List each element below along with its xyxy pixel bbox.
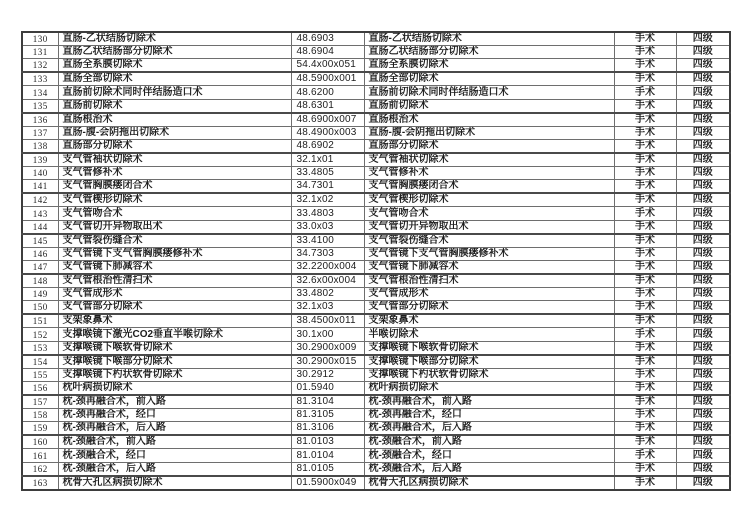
procedure-code: 48.4900x003 [291, 126, 364, 139]
level-cell: 四级 [676, 274, 730, 288]
level-cell: 四级 [676, 247, 730, 260]
procedure-name-repeat: 支气管修补术 [364, 167, 614, 180]
procedure-name: 支撑喉镜下喉部分切除术 [58, 355, 291, 369]
level-cell: 四级 [676, 409, 730, 422]
procedure-code: 33.4100 [291, 234, 364, 248]
procedure-name: 枕-颈融合术，前入路 [58, 435, 291, 449]
procedure-name-repeat: 支气管成形术 [364, 288, 614, 301]
level-cell: 四级 [676, 167, 730, 180]
level-cell: 四级 [676, 153, 730, 167]
table-row [22, 86, 730, 99]
table-row [22, 193, 730, 207]
table-row [22, 476, 730, 490]
category-cell: 手术 [614, 59, 676, 73]
procedure-name-repeat: 支撑喉镜下杓状软骨切除术 [364, 368, 614, 381]
procedure-code: 32.1x02 [291, 193, 364, 207]
row-number: 145 [22, 234, 58, 248]
category-cell: 手术 [614, 261, 676, 275]
level-cell: 四级 [676, 234, 730, 248]
procedure-code: 30.2900x015 [291, 355, 364, 369]
level-cell: 四级 [676, 328, 730, 341]
row-number: 162 [22, 462, 58, 476]
table-row [22, 328, 730, 341]
level-cell: 四级 [676, 207, 730, 220]
level-cell: 四级 [676, 288, 730, 301]
table-row [22, 422, 730, 436]
level-cell: 四级 [676, 368, 730, 381]
row-number: 144 [22, 220, 58, 234]
row-number: 152 [22, 328, 58, 341]
table-row [22, 59, 730, 73]
level-cell: 四级 [676, 220, 730, 234]
procedure-name: 直肠部分切除术 [58, 140, 291, 154]
procedure-name: 支气管镜下支气管胸膜瘘修补术 [58, 247, 291, 260]
row-number: 160 [22, 435, 58, 449]
row-number: 157 [22, 395, 58, 409]
row-number: 148 [22, 274, 58, 288]
procedure-name-repeat: 直肠-腹-会阴拖出切除术 [364, 126, 614, 139]
table-row [22, 261, 730, 275]
table-row [22, 355, 730, 369]
procedure-name-repeat: 枕-颈融合术，后入路 [364, 462, 614, 476]
procedure-name: 支气管楔形切除术 [58, 193, 291, 207]
procedure-code: 38.4500x011 [291, 314, 364, 328]
procedure-name-repeat: 枕-颈再融合术，前入路 [364, 395, 614, 409]
procedure-code: 81.0104 [291, 449, 364, 462]
procedure-code: 81.0105 [291, 462, 364, 476]
procedure-code: 34.7303 [291, 247, 364, 260]
table-row [22, 234, 730, 248]
procedure-code: 48.6301 [291, 99, 364, 113]
procedure-name-repeat: 枕骨大孔区病损切除术 [364, 476, 614, 490]
procedure-code: 81.3106 [291, 422, 364, 436]
procedure-code: 48.6200 [291, 86, 364, 99]
procedure-name: 支架象鼻术 [58, 314, 291, 328]
procedure-code: 30.2900x009 [291, 341, 364, 355]
procedure-name: 直肠乙状结肠部分切除术 [58, 46, 291, 59]
procedure-name: 直肠全部切除术 [58, 72, 291, 86]
category-cell: 手术 [614, 140, 676, 154]
procedure-code: 48.6902 [291, 140, 364, 154]
table-row [22, 46, 730, 59]
procedure-name: 直肠-乙状结肠切除术 [58, 32, 291, 46]
procedure-code: 33.4803 [291, 207, 364, 220]
procedure-name: 直肠根治术 [58, 113, 291, 127]
level-cell: 四级 [676, 59, 730, 73]
table-row [22, 462, 730, 476]
procedure-name-repeat: 直肠前切除术 [364, 99, 614, 113]
category-cell: 手术 [614, 46, 676, 59]
procedure-name-repeat: 支气管根治性清扫术 [364, 274, 614, 288]
procedure-code: 32.1x03 [291, 301, 364, 315]
row-number: 163 [22, 476, 58, 490]
category-cell: 手术 [614, 207, 676, 220]
level-cell: 四级 [676, 72, 730, 86]
category-cell: 手术 [614, 355, 676, 369]
procedure-code: 33.4802 [291, 288, 364, 301]
category-cell: 手术 [614, 234, 676, 248]
table-row [22, 382, 730, 396]
procedure-name: 枕-颈再融合术，经口 [58, 409, 291, 422]
procedure-name: 支撑喉镜下喉软骨切除术 [58, 341, 291, 355]
level-cell: 四级 [676, 126, 730, 139]
procedure-name-repeat: 支气管吻合术 [364, 207, 614, 220]
procedure-code: 32.6x00x004 [291, 274, 364, 288]
procedure-name-repeat: 支气管切开异物取出术 [364, 220, 614, 234]
procedure-code: 33.4805 [291, 167, 364, 180]
procedure-name: 支气管袖状切除术 [58, 153, 291, 167]
procedure-name: 直肠-腹-会阴拖出切除术 [58, 126, 291, 139]
category-cell: 手术 [614, 462, 676, 476]
level-cell: 四级 [676, 462, 730, 476]
procedure-name-repeat: 支气管镜下支气管胸膜瘘修补术 [364, 247, 614, 260]
level-cell: 四级 [676, 476, 730, 490]
table-row [22, 180, 730, 194]
row-number: 130 [22, 32, 58, 46]
procedure-name-repeat: 支撑喉镜下喉部分切除术 [364, 355, 614, 369]
row-number: 134 [22, 86, 58, 99]
table-row [22, 126, 730, 139]
table-row [22, 32, 730, 46]
row-number: 132 [22, 59, 58, 73]
table-row [22, 207, 730, 220]
procedure-name-repeat: 支架象鼻术 [364, 314, 614, 328]
table-row [22, 72, 730, 86]
procedure-name-repeat: 枕-颈再融合术，经口 [364, 409, 614, 422]
category-cell: 手术 [614, 274, 676, 288]
procedure-name: 支撑喉镜下激光CO2垂直半喉切除术 [58, 328, 291, 341]
procedure-name: 支气管修补术 [58, 167, 291, 180]
procedure-name-repeat: 支气管楔形切除术 [364, 193, 614, 207]
procedure-name: 直肠前切除术 [58, 99, 291, 113]
level-cell: 四级 [676, 193, 730, 207]
procedure-code: 81.3104 [291, 395, 364, 409]
table-row [22, 341, 730, 355]
category-cell: 手术 [614, 395, 676, 409]
table-row [22, 99, 730, 113]
procedure-code: 01.5940 [291, 382, 364, 396]
category-cell: 手术 [614, 126, 676, 139]
procedure-name: 支气管胸膜瘘闭合术 [58, 180, 291, 194]
level-cell: 四级 [676, 314, 730, 328]
table-row [22, 435, 730, 449]
category-cell: 手术 [614, 247, 676, 260]
level-cell: 四级 [676, 422, 730, 436]
table-row [22, 301, 730, 315]
level-cell: 四级 [676, 140, 730, 154]
procedure-name-repeat: 支气管袖状切除术 [364, 153, 614, 167]
category-cell: 手术 [614, 328, 676, 341]
procedure-code: 48.5900x001 [291, 72, 364, 86]
procedure-code: 33.0x03 [291, 220, 364, 234]
procedure-name-repeat: 支撑喉镜下喉软骨切除术 [364, 341, 614, 355]
procedure-name-repeat: 枕叶病损切除术 [364, 382, 614, 396]
procedure-name-repeat: 直肠根治术 [364, 113, 614, 127]
procedure-name-repeat: 直肠前切除术同时伴结肠造口术 [364, 86, 614, 99]
level-cell: 四级 [676, 382, 730, 396]
table-row [22, 247, 730, 260]
row-number: 139 [22, 153, 58, 167]
row-number: 161 [22, 449, 58, 462]
row-number: 133 [22, 72, 58, 86]
row-number: 156 [22, 382, 58, 396]
level-cell: 四级 [676, 435, 730, 449]
procedure-table-body [22, 32, 730, 490]
category-cell: 手术 [614, 341, 676, 355]
category-cell: 手术 [614, 220, 676, 234]
procedure-code: 81.0103 [291, 435, 364, 449]
table-row [22, 140, 730, 154]
procedure-table [21, 31, 731, 491]
procedure-name-repeat: 直肠部分切除术 [364, 140, 614, 154]
category-cell: 手术 [614, 113, 676, 127]
procedure-name: 直肠前切除术同时伴结肠造口术 [58, 86, 291, 99]
procedure-name-repeat: 枕-颈再融合术，后入路 [364, 422, 614, 436]
row-number: 131 [22, 46, 58, 59]
procedure-name-repeat: 直肠全系膜切除术 [364, 59, 614, 73]
procedure-name-repeat: 支气管胸膜瘘闭合术 [364, 180, 614, 194]
procedure-name: 支气管成形术 [58, 288, 291, 301]
row-number: 137 [22, 126, 58, 139]
table-row [22, 395, 730, 409]
procedure-name: 枕-颈融合术，经口 [58, 449, 291, 462]
category-cell: 手术 [614, 422, 676, 436]
procedure-name: 支气管镜下肺减容术 [58, 261, 291, 275]
row-number: 142 [22, 193, 58, 207]
procedure-name-repeat: 枕-颈融合术，前入路 [364, 435, 614, 449]
procedure-name: 枕-颈再融合术，后入路 [58, 422, 291, 436]
category-cell: 手术 [614, 32, 676, 46]
procedure-code: 48.6903 [291, 32, 364, 46]
category-cell: 手术 [614, 99, 676, 113]
row-number: 140 [22, 167, 58, 180]
table-row [22, 167, 730, 180]
table-row [22, 314, 730, 328]
level-cell: 四级 [676, 395, 730, 409]
procedure-name: 支气管部分切除术 [58, 301, 291, 315]
row-number: 153 [22, 341, 58, 355]
category-cell: 手术 [614, 180, 676, 194]
procedure-code: 32.2200x004 [291, 261, 364, 275]
procedure-code: 48.6904 [291, 46, 364, 59]
category-cell: 手术 [614, 301, 676, 315]
category-cell: 手术 [614, 368, 676, 381]
row-number: 149 [22, 288, 58, 301]
procedure-code: 54.4x00x051 [291, 59, 364, 73]
category-cell: 手术 [614, 476, 676, 490]
table-row [22, 449, 730, 462]
row-number: 146 [22, 247, 58, 260]
table-row [22, 274, 730, 288]
category-cell: 手术 [614, 409, 676, 422]
level-cell: 四级 [676, 301, 730, 315]
procedure-name-repeat: 支气管镜下肺减容术 [364, 261, 614, 275]
procedure-code: 01.5900x049 [291, 476, 364, 490]
procedure-name: 枕骨大孔区病损切除术 [58, 476, 291, 490]
category-cell: 手术 [614, 86, 676, 99]
category-cell: 手术 [614, 435, 676, 449]
level-cell: 四级 [676, 99, 730, 113]
level-cell: 四级 [676, 341, 730, 355]
level-cell: 四级 [676, 32, 730, 46]
procedure-code: 30.2912 [291, 368, 364, 381]
procedure-code: 34.7301 [291, 180, 364, 194]
category-cell: 手术 [614, 382, 676, 396]
category-cell: 手术 [614, 193, 676, 207]
procedure-name: 支气管裂伤缝合术 [58, 234, 291, 248]
row-number: 158 [22, 409, 58, 422]
table-row [22, 220, 730, 234]
category-cell: 手术 [614, 153, 676, 167]
category-cell: 手术 [614, 288, 676, 301]
row-number: 138 [22, 140, 58, 154]
row-number: 159 [22, 422, 58, 436]
row-number: 147 [22, 261, 58, 275]
row-number: 154 [22, 355, 58, 369]
category-cell: 手术 [614, 72, 676, 86]
level-cell: 四级 [676, 46, 730, 59]
level-cell: 四级 [676, 180, 730, 194]
procedure-name: 枕-颈再融合术，前入路 [58, 395, 291, 409]
procedure-name-repeat: 直肠全部切除术 [364, 72, 614, 86]
procedure-name-repeat: 支气管部分切除术 [364, 301, 614, 315]
table-row [22, 288, 730, 301]
row-number: 150 [22, 301, 58, 315]
row-number: 143 [22, 207, 58, 220]
procedure-name-repeat: 半喉切除术 [364, 328, 614, 341]
procedure-name-repeat: 直肠乙状结肠部分切除术 [364, 46, 614, 59]
procedure-name: 支气管根治性清扫术 [58, 274, 291, 288]
procedure-code: 32.1x01 [291, 153, 364, 167]
table-row [22, 409, 730, 422]
level-cell: 四级 [676, 261, 730, 275]
procedure-name-repeat: 枕-颈融合术，经口 [364, 449, 614, 462]
level-cell: 四级 [676, 449, 730, 462]
procedure-name: 枕叶病损切除术 [58, 382, 291, 396]
procedure-name: 直肠全系膜切除术 [58, 59, 291, 73]
row-number: 135 [22, 99, 58, 113]
table-row [22, 368, 730, 381]
procedure-name: 支撑喉镜下杓状软骨切除术 [58, 368, 291, 381]
procedure-code: 81.3105 [291, 409, 364, 422]
procedure-code: 48.6900x007 [291, 113, 364, 127]
procedure-name: 支气管切开异物取出术 [58, 220, 291, 234]
row-number: 141 [22, 180, 58, 194]
row-number: 136 [22, 113, 58, 127]
category-cell: 手术 [614, 167, 676, 180]
table-row [22, 153, 730, 167]
level-cell: 四级 [676, 86, 730, 99]
category-cell: 手术 [614, 314, 676, 328]
level-cell: 四级 [676, 355, 730, 369]
table-row [22, 113, 730, 127]
row-number: 151 [22, 314, 58, 328]
row-number: 155 [22, 368, 58, 381]
procedure-name-repeat: 支气管裂伤缝合术 [364, 234, 614, 248]
procedure-code: 30.1x00 [291, 328, 364, 341]
level-cell: 四级 [676, 113, 730, 127]
procedure-name-repeat: 直肠-乙状结肠切除术 [364, 32, 614, 46]
procedure-name: 枕-颈融合术，后入路 [58, 462, 291, 476]
category-cell: 手术 [614, 449, 676, 462]
procedure-name: 支气管吻合术 [58, 207, 291, 220]
